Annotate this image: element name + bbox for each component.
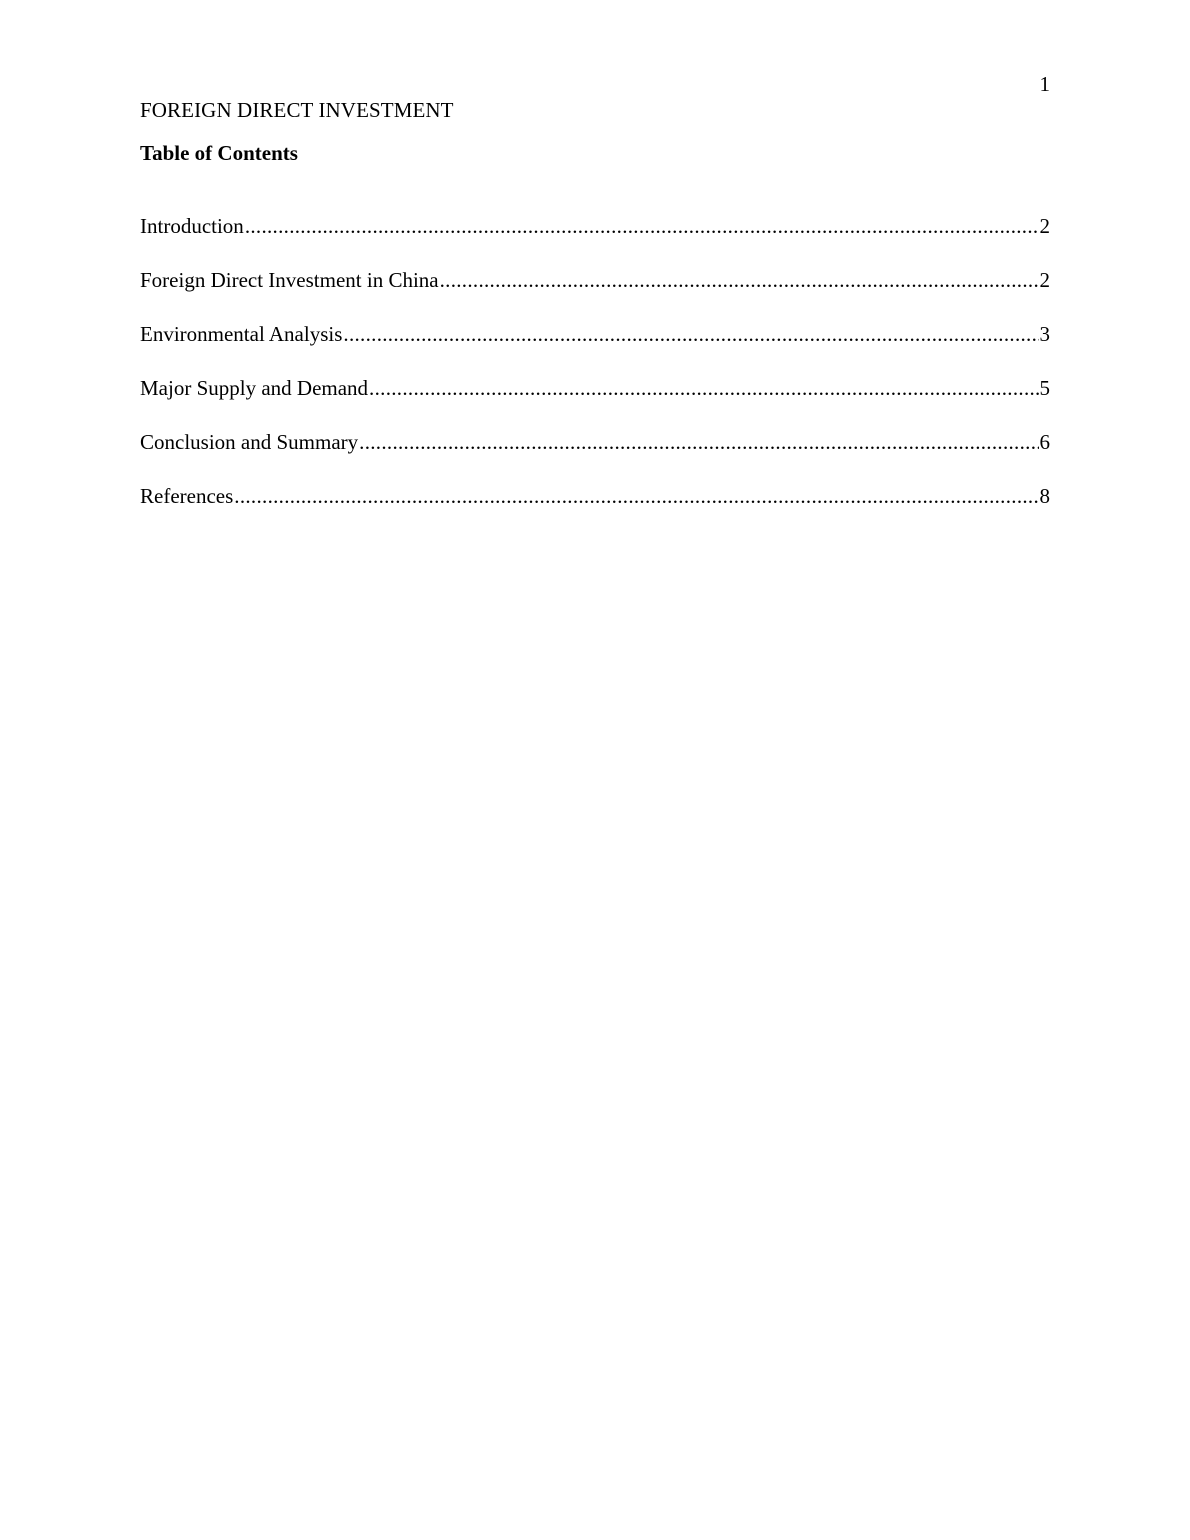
toc-entry-label: Environmental Analysis: [140, 322, 343, 346]
toc-dot-leader: [369, 375, 1038, 401]
toc-entry-page: 2: [1039, 214, 1050, 238]
toc-entry-references[interactable]: [140, 483, 1050, 537]
toc-entry-page: 6: [1039, 430, 1050, 454]
toc-entry-conclusion[interactable]: [140, 429, 1050, 483]
toc-entry-fdi-in-china[interactable]: [140, 267, 1050, 321]
toc-entry-environmental-analysis[interactable]: [140, 321, 1050, 375]
toc-entry-label: Major Supply and Demand: [140, 376, 369, 400]
toc-entry-page: 5: [1039, 376, 1050, 400]
toc-entry-page: 8: [1039, 484, 1050, 508]
toc-entry-label: Foreign Direct Investment in China: [140, 268, 439, 292]
toc-entry-label: Introduction: [140, 214, 244, 238]
toc-list: [140, 213, 1050, 537]
toc-dot-leader: [234, 483, 1038, 509]
toc-entry-supply-and-demand[interactable]: [140, 375, 1050, 429]
toc-entry-label: References: [140, 484, 234, 508]
toc-entry-label: Conclusion and Summary: [140, 430, 359, 454]
running-head: FOREIGN DIRECT INVESTMENT: [140, 98, 454, 122]
toc-dot-leader: [440, 267, 1039, 293]
page-number: 1: [1039, 72, 1050, 96]
toc-entry-page: 2: [1039, 268, 1050, 292]
toc-entry-page: 3: [1039, 322, 1050, 346]
toc-entry-introduction[interactable]: [140, 213, 1050, 267]
toc-dot-leader: [245, 213, 1039, 239]
toc-heading: Table of Contents: [140, 141, 298, 165]
toc-dot-leader: [359, 429, 1038, 455]
toc-dot-leader: [343, 321, 1038, 347]
